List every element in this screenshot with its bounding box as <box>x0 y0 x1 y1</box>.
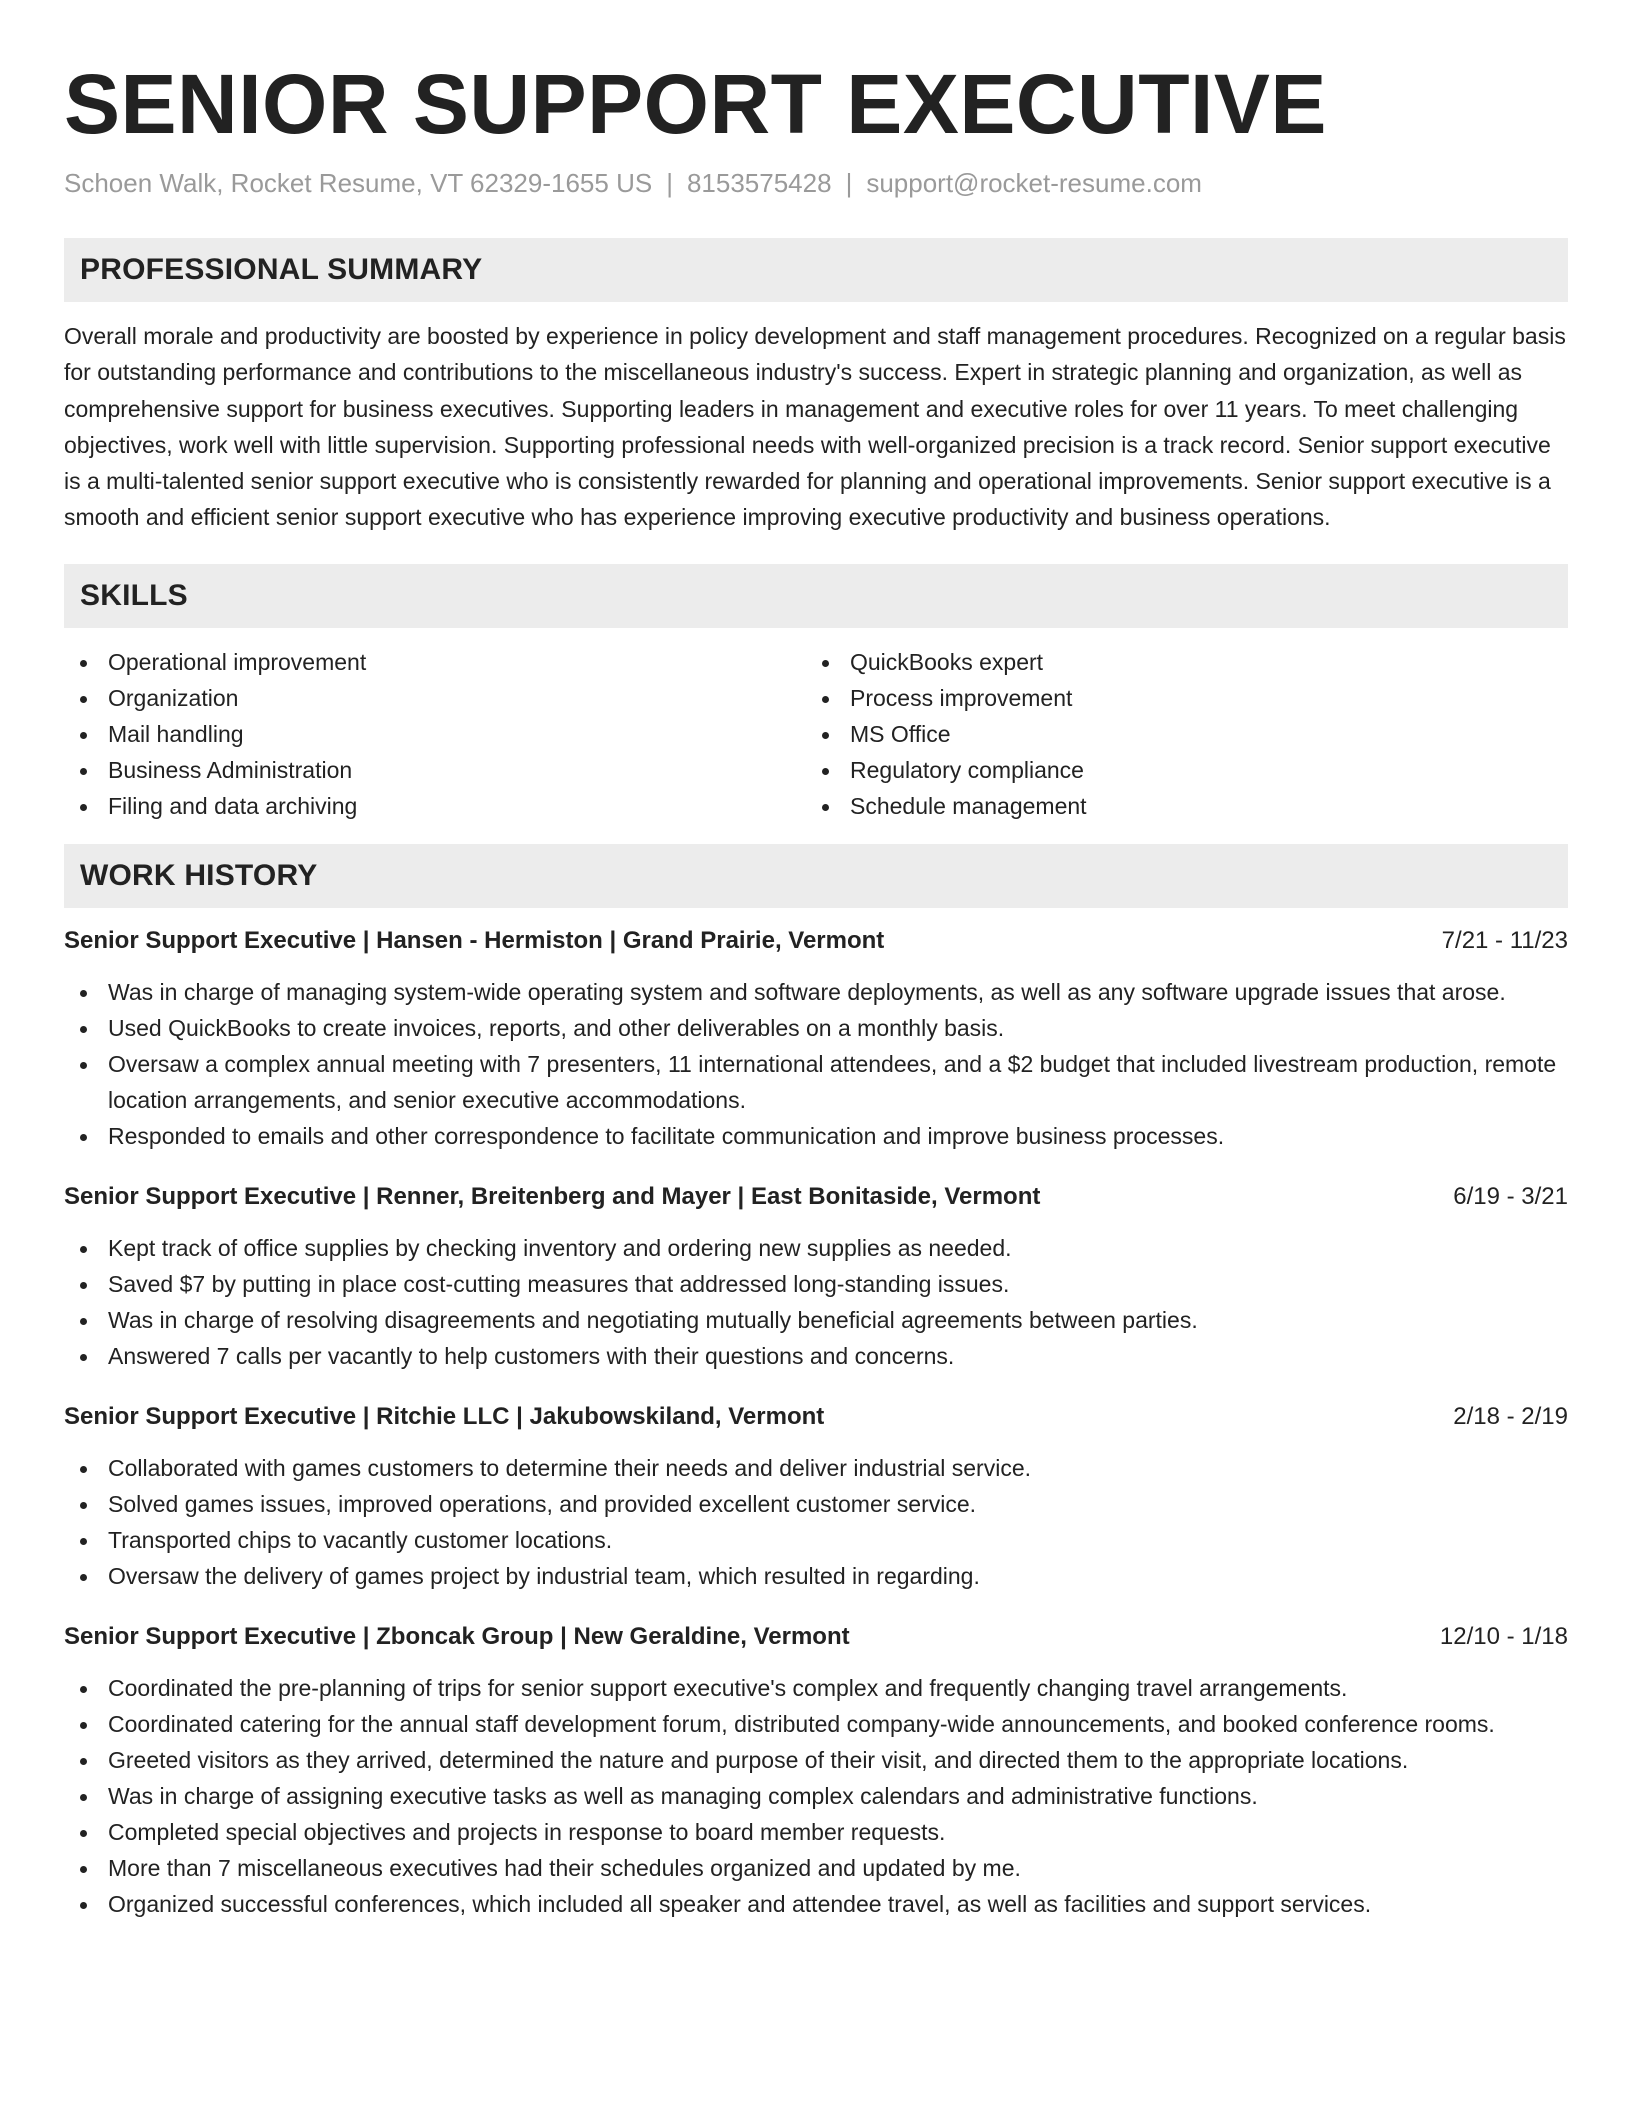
skill-item: MS Office <box>806 716 1548 752</box>
job-dates: 6/19 - 3/21 <box>1453 1182 1568 1210</box>
job-bullet: Responded to emails and other correspondence to facilitate communication and improve business processes. <box>64 1118 1568 1154</box>
work-history-heading: WORK HISTORY <box>64 844 1568 908</box>
job-bullet: Solved games issues, improved operations, and provided excellent customer service. <box>64 1486 1568 1522</box>
job-title: Senior Support Executive | Zboncak Group | New Geraldine, Vermont <box>64 1622 850 1650</box>
contact-address: Schoen Walk, Rocket Resume, VT 62329-1655 US <box>64 168 653 198</box>
contact-email: support@rocket-resume.com <box>866 168 1202 198</box>
candidate-name: SENIOR SUPPORT EXECUTIVE <box>64 57 1327 151</box>
contact-separator: | <box>666 168 673 198</box>
job-title: Senior Support Executive | Hansen - Hermiston | Grand Prairie, Vermont <box>64 926 885 954</box>
job-header <box>64 924 1568 958</box>
contact-phone: 8153575428 <box>686 168 832 198</box>
job-entry <box>64 1620 1568 1922</box>
job-bullet: Coordinated the pre-planning of trips for senior support executive's complex and frequently changing travel arrangements. <box>64 1670 1568 1706</box>
job-header <box>64 1400 1568 1434</box>
job-bullet: Kept track of office supplies by checking inventory and ordering new supplies as needed. <box>64 1230 1568 1266</box>
resume-page <box>64 0 1568 1922</box>
job-bullet: Transported chips to vacantly customer locations. <box>64 1522 1568 1558</box>
job-header <box>64 1620 1568 1654</box>
job-bullet: Was in charge of resolving disagreements and negotiating mutually beneficial agreements between parties. <box>64 1302 1568 1338</box>
skills-left-column <box>64 644 806 824</box>
job-header <box>64 1180 1568 1214</box>
job-title: Senior Support Executive | Ritchie LLC | Jakubowskiland, Vermont <box>64 1402 825 1430</box>
contact-line <box>64 166 1568 200</box>
job-bullet: Saved $7 by putting in place cost-cutting measures that addressed long-standing issues. <box>64 1266 1568 1302</box>
job-bullet: Oversaw the delivery of games project by industrial team, which resulted in regarding. <box>64 1558 1568 1594</box>
skill-item: Organization <box>64 680 806 716</box>
job-dates: 2/18 - 2/19 <box>1453 1402 1568 1430</box>
skill-item: Process improvement <box>806 680 1548 716</box>
job-bullet: Used QuickBooks to create invoices, reports, and other deliverables on a monthly basis. <box>64 1010 1568 1046</box>
job-entry <box>64 1400 1568 1594</box>
skill-item: Operational improvement <box>64 644 806 680</box>
job-bullet: Organized successful conferences, which included all speaker and attendee travel, as well as facilities and support services. <box>64 1886 1568 1922</box>
job-bullet: Collaborated with games customers to determine their needs and deliver industrial service. <box>64 1450 1568 1486</box>
skills-grid <box>64 644 1568 824</box>
job-bullet: Oversaw a complex annual meeting with 7 presenters, 11 international attendees, and a $2 budget that included livestream production, remote location arrangements, and senior executive accommodations. <box>64 1046 1568 1118</box>
job-entry <box>64 924 1568 1154</box>
skills-right-column <box>806 644 1548 824</box>
job-bullets <box>64 1670 1568 1922</box>
skill-item: Filing and data archiving <box>64 788 806 824</box>
job-bullets <box>64 1450 1568 1594</box>
skill-item: Business Administration <box>64 752 806 788</box>
job-bullet: Coordinated catering for the annual staff development forum, distributed company-wide announcements, and booked conference rooms. <box>64 1706 1568 1742</box>
skills-heading: SKILLS <box>64 564 1568 628</box>
job-bullet: Answered 7 calls per vacantly to help customers with their questions and concerns. <box>64 1338 1568 1374</box>
skill-item: Regulatory compliance <box>806 752 1548 788</box>
skill-item: QuickBooks expert <box>806 644 1548 680</box>
skill-item: Mail handling <box>64 716 806 752</box>
job-bullet: Greeted visitors as they arrived, determined the nature and purpose of their visit, and directed them to the appropriate locations. <box>64 1742 1568 1778</box>
summary-heading: PROFESSIONAL SUMMARY <box>64 238 1568 302</box>
job-bullet: Was in charge of managing system-wide operating system and software deployments, as well as any software upgrade issues that arose. <box>64 974 1568 1010</box>
job-bullets <box>64 974 1568 1154</box>
job-title: Senior Support Executive | Renner, Breitenberg and Mayer | East Bonitaside, Vermont <box>64 1182 1041 1210</box>
job-dates: 7/21 - 11/23 <box>1441 926 1568 954</box>
summary-text: Overall morale and productivity are boosted by experience in policy development and staff management procedures. Recognized on a regular basis for outstanding performance and contributions to the miscellaneous industry's success. Expert in strategic planning and organization, as well as comprehensive support for business executives. Supporting leaders in management and executive roles for over 11 years. To meet challenging objectives, work well with little supervision. Supporting professional needs with well-organized precision is a track record. Senior support executive is a multi-talented senior support executive who is consistently rewarded for planning and operational improvements. Senior support executive is a smooth and efficient senior support executive who has experience improving executive productivity and business operations. <box>64 323 1566 531</box>
job-bullets <box>64 1230 1568 1374</box>
skill-item: Schedule management <box>806 788 1548 824</box>
job-bullet: More than 7 miscellaneous executives had their schedules organized and updated by me. <box>64 1850 1568 1886</box>
contact-separator: | <box>845 168 853 198</box>
job-bullet: Was in charge of assigning executive tasks as well as managing complex calendars and administrative functions. <box>64 1778 1568 1814</box>
job-entry <box>64 1180 1568 1374</box>
job-dates: 12/10 - 1/18 <box>1439 1622 1568 1650</box>
job-bullet: Completed special objectives and projects in response to board member requests. <box>64 1814 1568 1850</box>
